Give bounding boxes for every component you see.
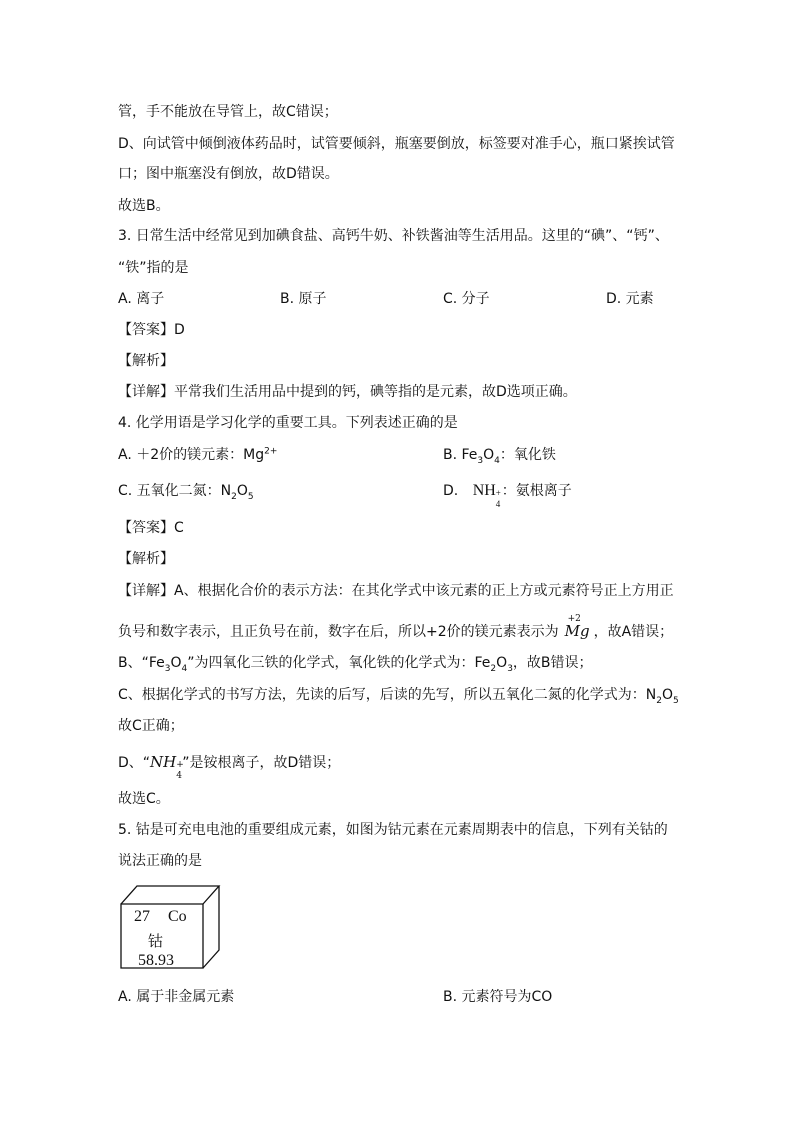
q4-detail-d: D、“NH + 4 ”是铵根离子，故D错误；: [118, 753, 341, 781]
q4-option-d: D. NH + 4 ：氨根离子: [443, 482, 572, 509]
question-4-stem: 4. 化学用语是学习化学的重要工具。下列表述正确的是: [118, 415, 458, 431]
q4-detail-c2: 故C正确；: [118, 718, 184, 734]
q4-analysis-heading: 【解析】: [118, 551, 174, 567]
text-line: D、向试管中倾倒液体药品时，试管要倾斜，瓶塞要倒放，标签要对准手心，瓶口紧挨试管: [118, 136, 675, 152]
q4-answer: 【答案】C: [118, 520, 184, 536]
element-card-cobalt: [117, 884, 221, 970]
question-5-stem: 5. 钴是可充电电池的重要组成元素，如图为钴元素在元素周期表中的信息，下列有关钴的: [118, 822, 668, 838]
text-line: 故选B。: [118, 198, 170, 214]
element-name: 钴: [148, 932, 164, 950]
atomic-mass: 58.93: [138, 952, 174, 969]
q3-option-a: A. 离子: [118, 291, 165, 307]
mg-valence-formula: +2 Mg: [564, 614, 590, 640]
text-line: 口；图中瓶塞没有倒放，故D错误。: [118, 166, 339, 182]
q4-detail-a1: 【详解】A、根据化合价的表示方法：在其化学式中该元素的正上方或元素符号正上方用正: [118, 583, 674, 599]
question-5-stem-cont: 说法正确的是: [118, 853, 202, 869]
q4-option-b: B. $Fe_3O_4$：氧化铁: [443, 447, 556, 466]
atomic-number: 27: [134, 908, 150, 925]
q4-detail-c1: C、根据化学式的书写方法，先读的后写，后读的先写，所以五氧化二氮的化学式为：$N_2O_5$: [118, 687, 679, 706]
q3-detail: 【详解】平常我们生活用品中提到的钙，碘等指的是元素，故D选项正确。: [118, 384, 577, 400]
q4-option-a: A. ＋2价的镁元素：$Mg^{2+}$: [118, 446, 278, 463]
ammonium-formula-italic: NH + 4: [150, 753, 184, 781]
q4-option-c: C. 五氧化二氮：$N_2O_5$: [118, 483, 254, 502]
q3-option-b: B. 原子: [280, 291, 327, 307]
q3-option-c: C. 分子: [443, 291, 490, 307]
q3-option-d: D. 元素: [606, 291, 654, 307]
q4-detail-a2: 负号和数字表示，且正负号在前，数字在后，所以+2价的镁元素表示为 +2 Mg ，故A错误；: [118, 614, 674, 640]
q4-conclusion: 故选C。: [118, 791, 170, 807]
question-3-stem-cont: “铁”指的是: [118, 260, 189, 276]
text-line: 管，手不能放在导管上，故C错误；: [118, 104, 338, 120]
question-3-stem: 3. 日常生活中经常见到加碘食盐、高钙牛奶、补铁酱油等生活用品。这里的“碘”、“钙”、: [118, 228, 669, 244]
ammonium-formula: NH + 4: [472, 482, 501, 509]
q5-option-b: B. 元素符号为CO: [443, 989, 553, 1005]
q3-analysis-heading: 【解析】: [118, 353, 174, 369]
element-symbol: Co: [168, 908, 187, 925]
q3-answer: 【答案】D: [118, 322, 185, 338]
q4-detail-b: B、“$Fe_3O_4$”为四氧化三铁的化学式，氧化铁的化学式为：$Fe_2O_3$，故B错误；: [118, 655, 593, 674]
q5-option-a: A. 属于非金属元素: [118, 989, 235, 1005]
